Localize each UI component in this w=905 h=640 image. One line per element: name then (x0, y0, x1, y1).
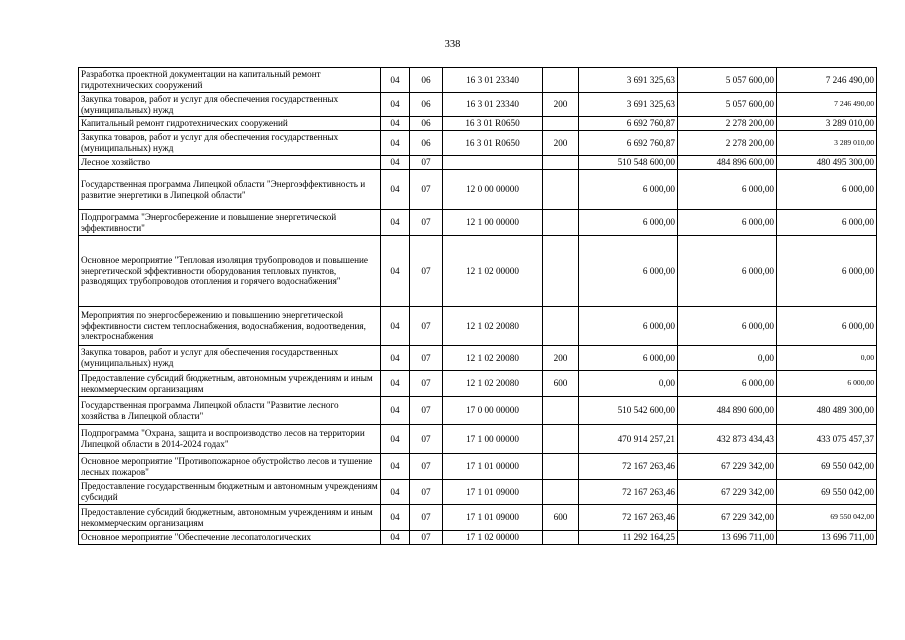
row-amount-year1: 470 914 257,21 (579, 425, 678, 454)
row-expense-type (543, 531, 579, 545)
row-amount-year3: 7 246 490,00 (777, 68, 877, 93)
row-section-code: 04 (381, 117, 410, 131)
table-row (79, 156, 877, 170)
row-name: Государственная программа Липецкой области "Развитие лесного хозяйства в Липецкой области" (79, 397, 381, 425)
row-amount-year3: 6 000,00 (777, 170, 877, 210)
table-row (79, 346, 877, 371)
row-amount-year2: 6 000,00 (678, 236, 777, 307)
row-amount-year1: 6 000,00 (579, 346, 678, 371)
row-amount-year3: 13 696 711,00 (777, 531, 877, 545)
row-amount-year2: 67 229 342,00 (678, 480, 777, 505)
row-name: Предоставление субсидий бюджетным, автономным учреждениям и иным некоммерческим организациям (79, 371, 381, 397)
row-name: Закупка товаров, работ и услуг для обеспечения государственных (муниципальных) нужд (79, 93, 381, 117)
row-section-code: 04 (381, 346, 410, 371)
table-row (79, 117, 877, 131)
table-row (79, 454, 877, 480)
row-amount-year1: 6 000,00 (579, 210, 678, 236)
row-amount-year2: 6 000,00 (678, 371, 777, 397)
row-subsection-code: 06 (410, 68, 443, 93)
row-name: Основное мероприятие "Противопожарное обустройство лесов и тушение лесных пожаров" (79, 454, 381, 480)
row-subsection-code: 06 (410, 131, 443, 156)
row-expense-type (543, 307, 579, 346)
row-section-code: 04 (381, 68, 410, 93)
row-target-article: 17 1 02 00000 (443, 531, 543, 545)
table-row (79, 93, 877, 117)
row-expense-type: 200 (543, 93, 579, 117)
row-name: Закупка товаров, работ и услуг для обеспечения государственных (муниципальных) нужд (79, 131, 381, 156)
row-target-article: 17 1 00 00000 (443, 425, 543, 454)
row-subsection-code: 07 (410, 236, 443, 307)
row-amount-year1: 510 542 600,00 (579, 397, 678, 425)
row-expense-type (543, 480, 579, 505)
table-row (79, 397, 877, 425)
row-amount-year3: 480 495 300,00 (777, 156, 877, 170)
row-subsection-code: 07 (410, 505, 443, 531)
row-amount-year1: 3 691 325,63 (579, 93, 678, 117)
row-amount-year1: 0,00 (579, 371, 678, 397)
row-target-article: 17 1 01 09000 (443, 480, 543, 505)
row-amount-year2: 5 057 600,00 (678, 93, 777, 117)
row-section-code: 04 (381, 397, 410, 425)
row-expense-type: 600 (543, 505, 579, 531)
row-subsection-code: 06 (410, 93, 443, 117)
row-subsection-code: 07 (410, 454, 443, 480)
row-expense-type (543, 236, 579, 307)
row-section-code: 04 (381, 307, 410, 346)
row-section-code: 04 (381, 425, 410, 454)
row-amount-year3: 480 489 300,00 (777, 397, 877, 425)
row-subsection-code: 07 (410, 210, 443, 236)
row-subsection-code: 07 (410, 307, 443, 346)
row-section-code: 04 (381, 480, 410, 505)
row-section-code: 04 (381, 93, 410, 117)
row-subsection-code: 07 (410, 156, 443, 170)
table-row (79, 68, 877, 93)
row-target-article: 16 3 01 23340 (443, 93, 543, 117)
row-target-article: 17 1 01 09000 (443, 505, 543, 531)
row-name: Капитальный ремонт гидротехнических сооружений (79, 117, 381, 131)
row-expense-type: 200 (543, 346, 579, 371)
row-amount-year3: 69 550 042,00 (777, 480, 877, 505)
row-subsection-code: 07 (410, 531, 443, 545)
row-section-code: 04 (381, 131, 410, 156)
table-row (79, 505, 877, 531)
row-name: Основное мероприятие "Обеспечение лесопатологических (79, 531, 381, 545)
row-amount-year1: 6 000,00 (579, 307, 678, 346)
row-amount-year3: 0,00 (777, 346, 877, 371)
row-target-article: 17 0 00 00000 (443, 397, 543, 425)
row-subsection-code: 07 (410, 397, 443, 425)
row-section-code: 04 (381, 170, 410, 210)
row-section-code: 04 (381, 531, 410, 545)
row-amount-year1: 3 691 325,63 (579, 68, 678, 93)
row-amount-year2: 67 229 342,00 (678, 454, 777, 480)
row-subsection-code: 07 (410, 170, 443, 210)
row-section-code: 04 (381, 371, 410, 397)
budget-table (78, 67, 877, 545)
row-amount-year3: 6 000,00 (777, 210, 877, 236)
row-amount-year3: 6 000,00 (777, 371, 877, 397)
row-amount-year1: 6 692 760,87 (579, 131, 678, 156)
row-amount-year3: 6 000,00 (777, 307, 877, 346)
row-subsection-code: 07 (410, 346, 443, 371)
row-amount-year2: 5 057 600,00 (678, 68, 777, 93)
row-name: Подпрограмма "Охрана, защита и воспроизводство лесов на территории Липецкой области в 2014-2024 годах" (79, 425, 381, 454)
row-subsection-code: 07 (410, 371, 443, 397)
row-name: Государственная программа Липецкой области "Энергоэффективность и развитие энергетики в Липецкой области" (79, 170, 381, 210)
row-expense-type (543, 397, 579, 425)
row-amount-year3: 6 000,00 (777, 236, 877, 307)
row-target-article: 12 1 00 00000 (443, 210, 543, 236)
table-row (79, 131, 877, 156)
row-target-article: 16 3 01 23340 (443, 68, 543, 93)
row-amount-year2: 6 000,00 (678, 307, 777, 346)
row-amount-year3: 3 289 010,00 (777, 131, 877, 156)
row-section-code: 04 (381, 236, 410, 307)
table-row (79, 480, 877, 505)
row-amount-year3: 69 550 042,00 (777, 454, 877, 480)
row-target-article: 16 3 01 R0650 (443, 131, 543, 156)
row-target-article: 12 1 02 00000 (443, 236, 543, 307)
table-row (79, 531, 877, 545)
row-amount-year3: 3 289 010,00 (777, 117, 877, 131)
row-amount-year1: 6 000,00 (579, 236, 678, 307)
row-amount-year1: 6 692 760,87 (579, 117, 678, 131)
row-amount-year1: 72 167 263,46 (579, 505, 678, 531)
row-expense-type (543, 425, 579, 454)
row-name: Предоставление государственным бюджетным и автономным учреждениям субсидий (79, 480, 381, 505)
row-section-code: 04 (381, 505, 410, 531)
row-amount-year2: 484 896 600,00 (678, 156, 777, 170)
row-expense-type (543, 170, 579, 210)
row-amount-year1: 510 548 600,00 (579, 156, 678, 170)
row-name: Лесное хозяйство (79, 156, 381, 170)
row-amount-year2: 6 000,00 (678, 210, 777, 236)
row-target-article: 12 0 00 00000 (443, 170, 543, 210)
row-name: Разработка проектной документации на капитальный ремонт гидротехнических сооружений (79, 68, 381, 93)
row-target-article: 17 1 01 00000 (443, 454, 543, 480)
row-expense-type (543, 68, 579, 93)
row-amount-year3: 69 550 042,00 (777, 505, 877, 531)
row-amount-year2: 2 278 200,00 (678, 131, 777, 156)
row-section-code: 04 (381, 156, 410, 170)
row-target-article: 12 1 02 20080 (443, 307, 543, 346)
row-amount-year2: 484 890 600,00 (678, 397, 777, 425)
row-amount-year2: 0,00 (678, 346, 777, 371)
row-expense-type: 600 (543, 371, 579, 397)
row-amount-year1: 11 292 164,25 (579, 531, 678, 545)
row-amount-year2: 13 696 711,00 (678, 531, 777, 545)
row-target-article (443, 156, 543, 170)
table-row (79, 236, 877, 307)
row-amount-year3: 433 075 457,37 (777, 425, 877, 454)
row-amount-year2: 2 278 200,00 (678, 117, 777, 131)
row-amount-year1: 72 167 263,46 (579, 480, 678, 505)
row-amount-year3: 7 246 490,00 (777, 93, 877, 117)
row-section-code: 04 (381, 210, 410, 236)
row-name: Закупка товаров, работ и услуг для обеспечения государственных (муниципальных) нужд (79, 346, 381, 371)
row-expense-type: 200 (543, 131, 579, 156)
row-name: Мероприятия по энергосбережению и повышению энергетической эффективности систем теплоснабжения, водоснабжения, водоотведения, электроснабжения (79, 307, 381, 346)
row-target-article: 12 1 02 20080 (443, 346, 543, 371)
page-number: 338 (444, 39, 461, 50)
row-expense-type (543, 156, 579, 170)
row-amount-year2: 67 229 342,00 (678, 505, 777, 531)
row-name: Предоставление субсидий бюджетным, автономным учреждениям и иным некоммерческим организациям (79, 505, 381, 531)
table-row (79, 170, 877, 210)
row-amount-year2: 6 000,00 (678, 170, 777, 210)
row-amount-year1: 6 000,00 (579, 170, 678, 210)
row-subsection-code: 06 (410, 117, 443, 131)
table-row (79, 210, 877, 236)
row-section-code: 04 (381, 454, 410, 480)
row-target-article: 16 3 01 R0650 (443, 117, 543, 131)
row-subsection-code: 07 (410, 480, 443, 505)
row-expense-type (543, 454, 579, 480)
row-amount-year1: 72 167 263,46 (579, 454, 678, 480)
table-row (79, 371, 877, 397)
row-subsection-code: 07 (410, 425, 443, 454)
row-name: Основное мероприятие "Тепловая изоляция трубопроводов и повышение энергетической эффективности оборудования тепловых пунктов, разводящих трубопроводов отопления и горячего водоснабжения" (79, 236, 381, 307)
row-amount-year2: 432 873 434,43 (678, 425, 777, 454)
row-target-article: 12 1 02 20080 (443, 371, 543, 397)
row-name: Подпрограмма "Энергосбережение и повышение энергетической эффективности" (79, 210, 381, 236)
row-expense-type (543, 117, 579, 131)
table-row (79, 425, 877, 454)
row-expense-type (543, 210, 579, 236)
table-row (79, 307, 877, 346)
